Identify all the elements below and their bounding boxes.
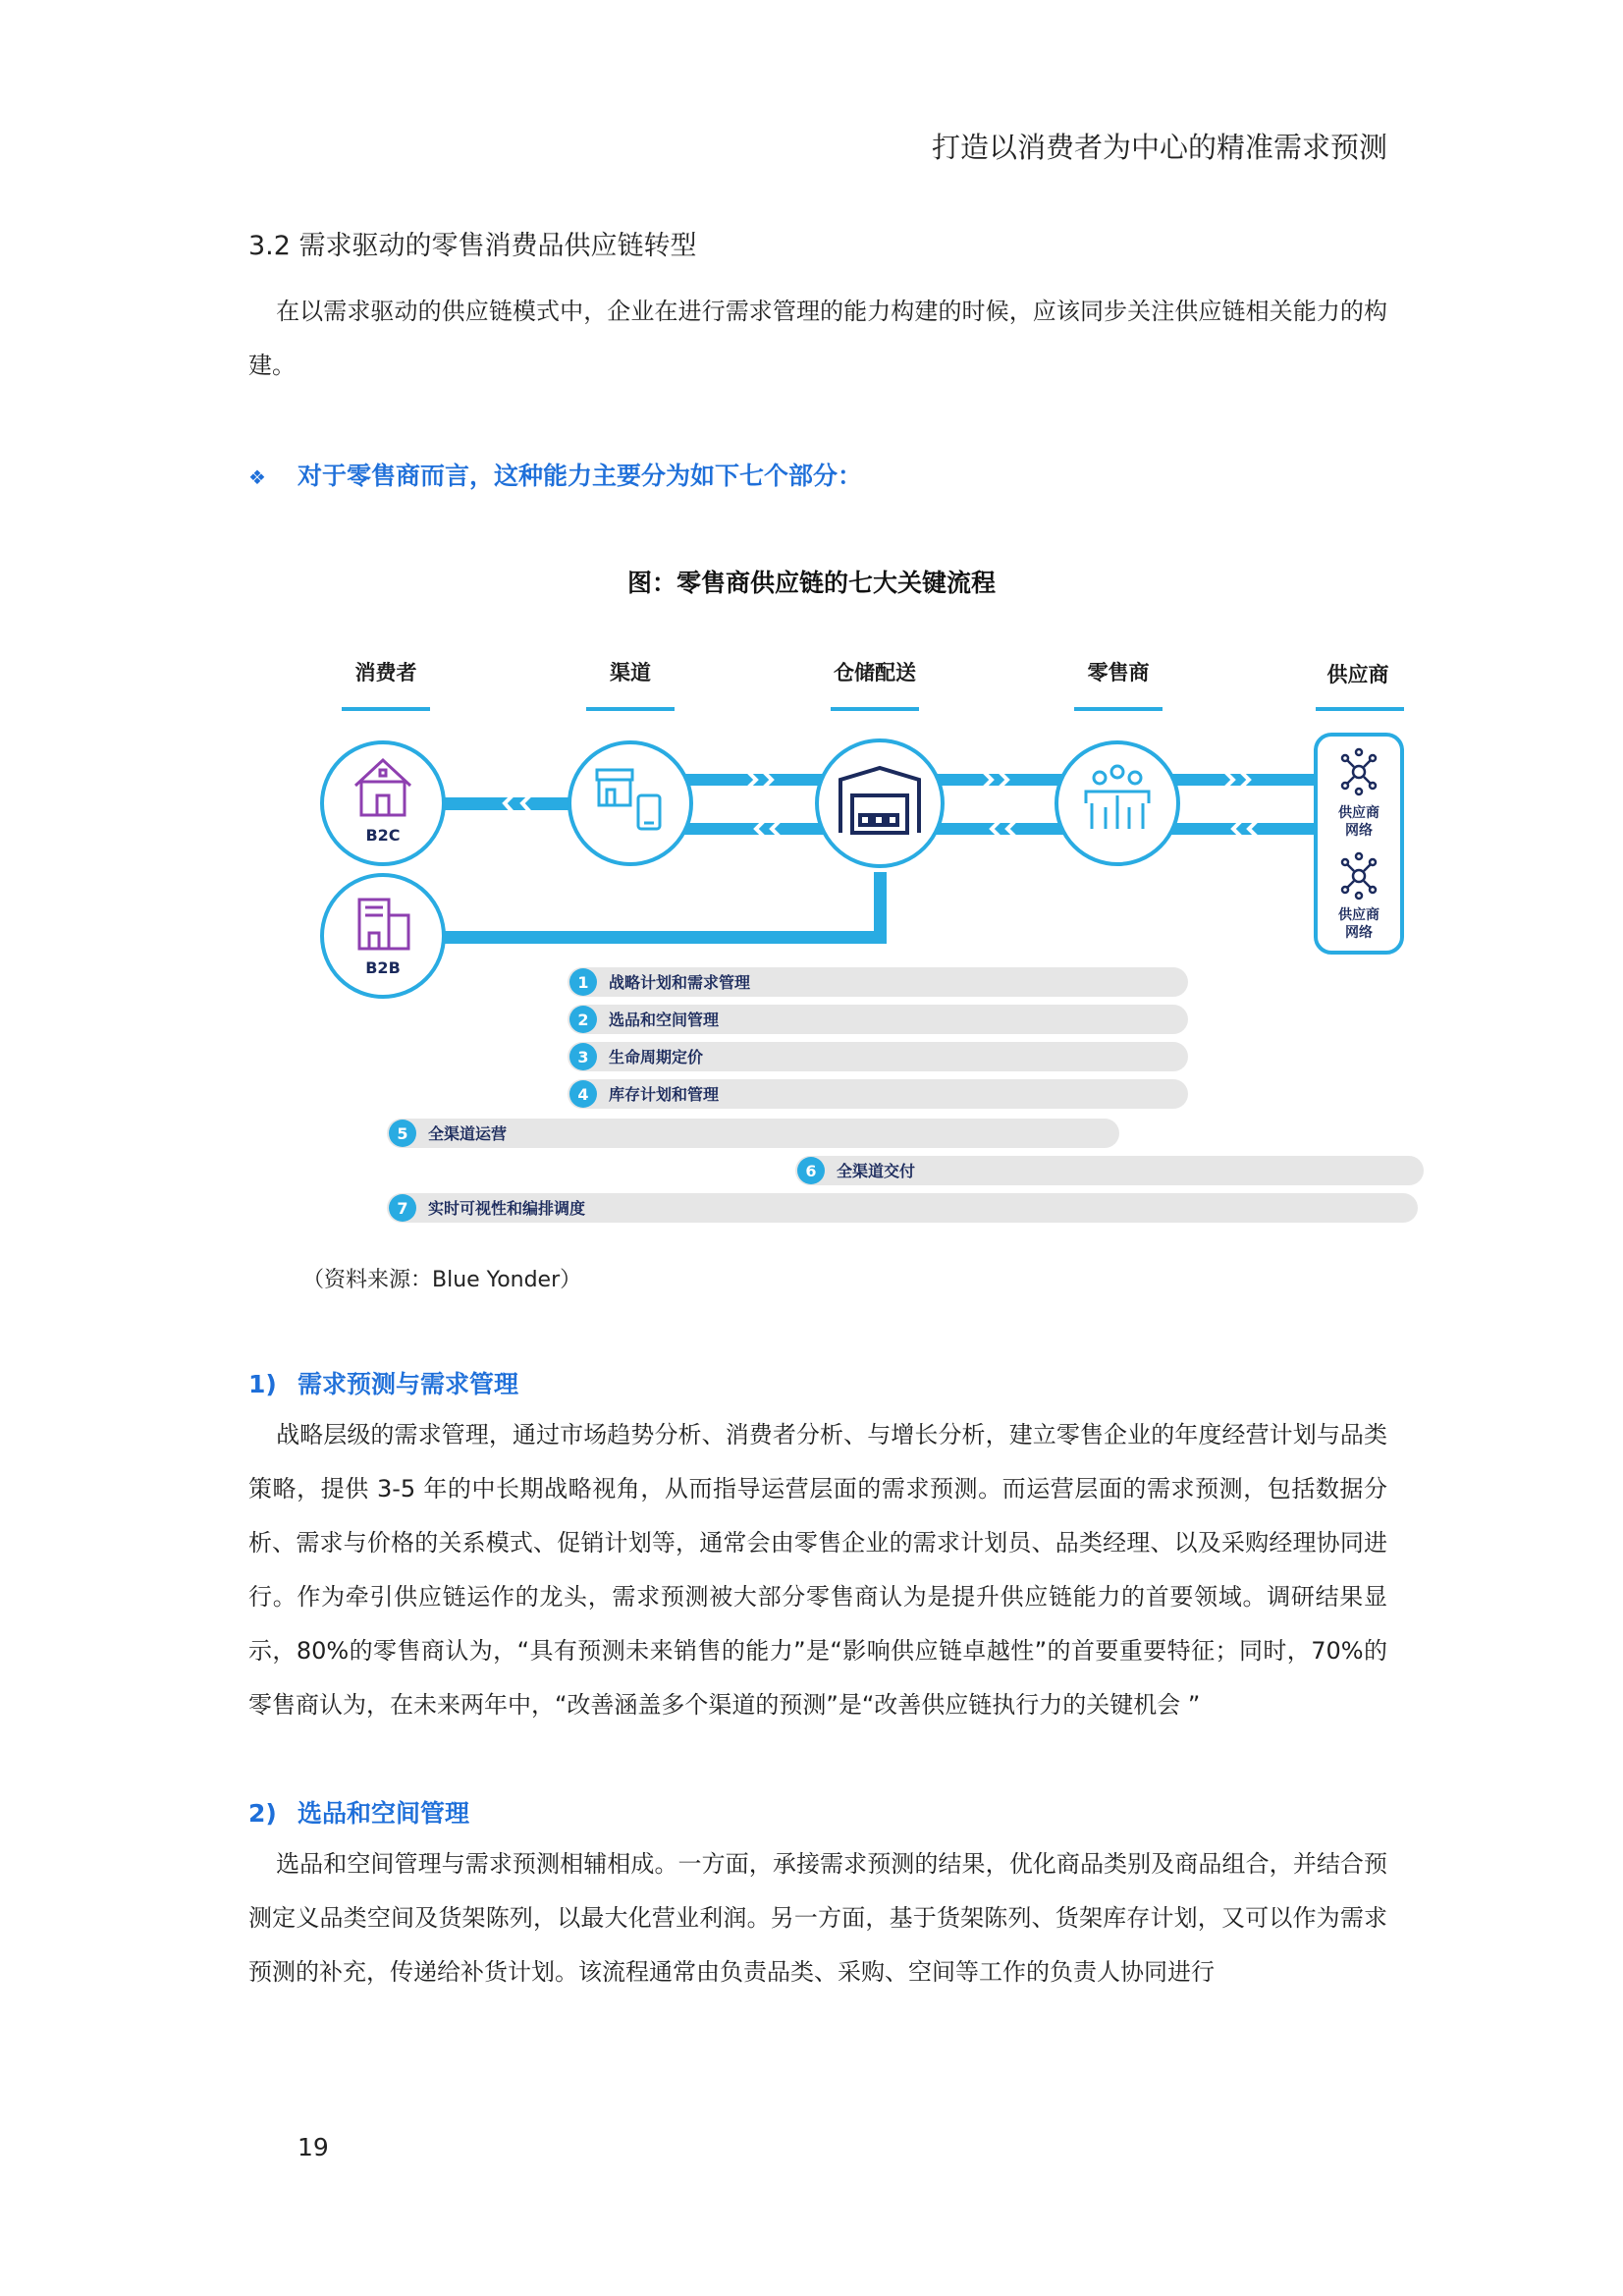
process-number: 3 bbox=[577, 1048, 589, 1066]
subsection-paragraph-2 bbox=[248, 1837, 1387, 1999]
subsection-number-1: 1) bbox=[248, 1370, 277, 1398]
process-label: 全渠道交付 bbox=[837, 1162, 916, 1180]
intro-paragraph bbox=[248, 285, 1387, 393]
retailer-node bbox=[1056, 742, 1178, 864]
section-title: 3.2 需求驱动的零售消费品供应链转型 bbox=[248, 231, 697, 261]
process-number: 6 bbox=[805, 1162, 817, 1180]
process-bar-4 bbox=[568, 1079, 1188, 1109]
supplier-network-label-2a: 供应商 bbox=[1338, 907, 1380, 923]
process-label: 库存计划和管理 bbox=[609, 1085, 720, 1104]
process-number: 2 bbox=[577, 1011, 589, 1029]
process-bar-6 bbox=[795, 1156, 1424, 1185]
diamond-bullet-icon: ❖ bbox=[248, 465, 266, 489]
flow-band-top-3 bbox=[1159, 774, 1316, 786]
subsection-heading-1 bbox=[248, 1365, 518, 1400]
b2b-label: B2B bbox=[365, 958, 401, 977]
b2b-node bbox=[322, 875, 444, 997]
bullet-text: 对于零售商而言，这种能力主要分为如下七个部分： bbox=[298, 462, 863, 490]
supplier-network-label-1b: 网络 bbox=[1345, 823, 1373, 839]
process-bar-1 bbox=[568, 967, 1188, 997]
column-header-warehouse: 仓储配送 bbox=[834, 661, 916, 684]
process-label: 实时可视性和编排调度 bbox=[428, 1199, 586, 1218]
process-bar-5 bbox=[387, 1119, 1119, 1148]
process-label: 生命周期定价 bbox=[609, 1048, 704, 1066]
supplier-network-box bbox=[1316, 735, 1402, 953]
supplier-network-label-2b: 网络 bbox=[1345, 925, 1373, 941]
process-label: 战略计划和需求管理 bbox=[609, 973, 751, 992]
supplier-network-label-1a: 供应商 bbox=[1338, 805, 1380, 821]
supply-chain-diagram bbox=[295, 648, 1424, 1247]
subsection-heading-2 bbox=[248, 1794, 469, 1830]
intro-text: 在以需求驱动的供应链模式中，企业在进行需求管理的能力构建的时候，应该同步关注供应链相关能力的构建。 bbox=[248, 298, 1387, 379]
flow-band-b2b bbox=[412, 931, 887, 944]
process-bar-2 bbox=[568, 1005, 1188, 1034]
page-number: 19 bbox=[298, 2133, 329, 2161]
warehouse-node bbox=[817, 740, 943, 866]
flow-band-bottom-2 bbox=[923, 823, 1075, 835]
subsection-paragraph-1 bbox=[248, 1408, 1387, 1732]
running-header: 打造以消费者为中心的精准需求预测 bbox=[931, 131, 1387, 164]
subsection-title-2: 选品和空间管理 bbox=[298, 1799, 470, 1828]
channel-node bbox=[569, 742, 691, 864]
process-bar-7 bbox=[387, 1193, 1418, 1223]
subsection-text-2: 选品和空间管理与需求预测相辅相成。一方面，承接需求预测的结果，优化商品类别及商品组合，并结合预测定义品类空间及货架陈列，以最大化营业利润。另一方面，基于货架陈列、货架库存计划，又可以作为需求预测的补充，传递给补货计划。该流程通常由负责品类、采购、空间等工作的负责人协同进行 bbox=[248, 1850, 1387, 1986]
column-header-retailer: 零售商 bbox=[1087, 661, 1150, 684]
process-label: 选品和空间管理 bbox=[609, 1011, 720, 1029]
column-header-consumer: 消费者 bbox=[354, 661, 417, 684]
process-label: 全渠道运营 bbox=[428, 1124, 508, 1143]
column-header-channel: 渠道 bbox=[610, 661, 651, 684]
process-number: 4 bbox=[577, 1085, 589, 1104]
process-number: 7 bbox=[397, 1199, 408, 1218]
process-bar-3 bbox=[568, 1042, 1188, 1071]
subsection-title-1: 需求预测与需求管理 bbox=[298, 1370, 519, 1398]
figure-source: （资料来源：Blue Yonder） bbox=[302, 1268, 582, 1292]
figure-caption: 图：零售商供应链的七大关键流程 bbox=[626, 569, 996, 597]
process-number: 1 bbox=[577, 973, 589, 992]
flow-band-top-2 bbox=[923, 774, 1075, 786]
subsection-text-1: 战略层级的需求管理，通过市场趋势分析、消费者分析、与增长分析，建立零售企业的年度经营计划与品类策略，提供 3-5 年的中长期战略视角，从而指导运营层面的需求预测。而运营层面的需求预测，包括数据分析、需求与价格的关系模式、促销计划等，通常会由零售企业的需求计划员、品类经理、以及采购经理协同进行。作为牵引供应链运作的龙头，需求预测被大部分零售商认为是提升供应链能力的首要领域。调研结果显示，80%的零售商认为，“具有预测未来销售的能力”是“影响供应链卓越性”的首要重要特征；同时，70%的零售商认为，在未来两年中，“改善涵盖多个渠道的预测”是“改善供应链执行力的关键机会 ” bbox=[248, 1421, 1387, 1719]
subsection-number-2: 2) bbox=[248, 1799, 277, 1828]
column-header-supplier: 供应商 bbox=[1326, 663, 1389, 686]
b2c-node bbox=[322, 742, 444, 864]
b2c-label: B2C bbox=[365, 826, 401, 845]
process-number: 5 bbox=[397, 1124, 408, 1143]
bullet-heading bbox=[248, 457, 862, 492]
process-bars bbox=[387, 967, 1424, 1223]
